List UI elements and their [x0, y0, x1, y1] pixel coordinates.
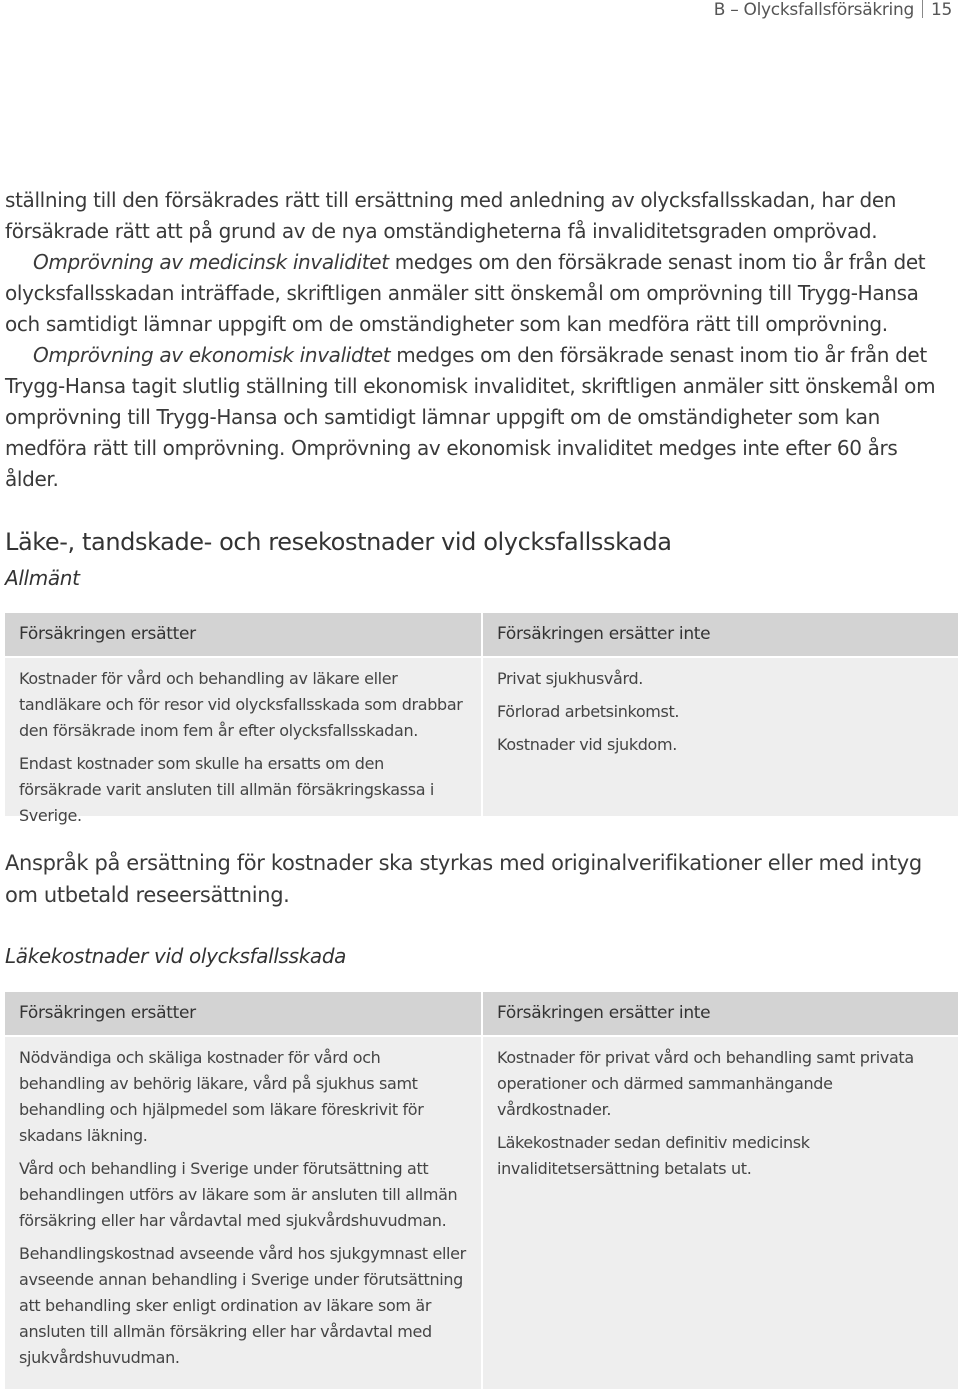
section-letter: B	[713, 0, 726, 20]
subsection-heading: Läkekostnader vid olycksfallsskada	[5, 944, 347, 968]
not-covered-item: Förlorad arbetsinkomst.	[497, 702, 680, 721]
page-number: 15	[930, 0, 952, 20]
not-covered-item: Privat sjukhusvård.	[497, 669, 643, 688]
not-covered-cell	[483, 1037, 958, 1389]
not-covered-item: Läkekostnader sedan definitiv medicinsk invaliditetsersättning betalats ut.	[497, 1133, 810, 1178]
header-divider	[922, 0, 923, 18]
section-subheading: Allmänt	[5, 566, 80, 590]
medical-reassessment-text: medges om den försäkrade senast inom tio år från det olycksfallsskadan inträffade, skriftligen anmäler sitt önskemål om omprövning till Trygg-Hansa och samtidigt lämnar uppgift om de omständigheter som kan medföra rätt till omprövning.	[5, 250, 926, 336]
column-header-covered: Försäkringen ersätter	[5, 992, 481, 1035]
claims-paragraph: Anspråk på ersättning för kostnader ska styrkas med originalverifikationer eller med intyg om utbetald reseersättning.	[5, 851, 922, 907]
not-covered-cell	[483, 658, 958, 816]
economic-reassessment-term: Omprövning av ekonomisk invalidtet	[33, 343, 391, 367]
table-body-row	[5, 658, 958, 825]
table-header-row	[5, 613, 958, 656]
medical-reassessment-term: Omprövning av medicinsk invaliditet	[33, 250, 389, 274]
header-dash: –	[730, 0, 739, 20]
covered-cell	[5, 658, 481, 825]
table-header-row	[5, 992, 958, 1035]
intro-paragraph-1: ställning till den försäkrades rätt till ersättning med anledning av olycksfallsskadan, har den försäkrade rätt att på grund av de nya omständigheterna få invaliditetsgraden omprövad.	[5, 188, 897, 243]
covered-item: Behandlingskostnad avseende vård hos sjukgymnast eller avseende annan behandling i Sverige under förutsättning att behandling sker enligt ordination av läkare som är ansluten till allmän försäkring eller har vårdavtal med sjukvårdshuvudman.	[19, 1244, 466, 1367]
covered-cell	[5, 1037, 481, 1389]
economic-reassessment-text: medges om den försäkrade senast inom tio år från det Trygg-Hansa tagit slutlig ställning till ekonomisk invaliditet, skriftligen anmäler sitt önskemål om omprövning till Trygg-Hansa och samtidigt lämnar uppgift om de omständigheter som kan medföra rätt till omprövning. Omprövning av ekonomisk invaliditet medges inte efter 60 års ålder.	[5, 343, 936, 491]
coverage-table-medical	[5, 992, 958, 1389]
coverage-table-general	[5, 613, 958, 825]
not-covered-item: Kostnader vid sjukdom.	[497, 735, 677, 754]
covered-item: Nödvändiga och skäliga kostnader för vård och behandling av behörig läkare, vård på sjukhus samt behandling och hjälpmedel som läkare föreskrivit för skadans läkning.	[19, 1048, 424, 1145]
column-header-not-covered: Försäkringen ersätter inte	[483, 992, 958, 1035]
page-header	[714, 0, 952, 20]
header-title: Olycksfallsförsäkring	[743, 0, 914, 20]
covered-item: Endast kostnader som skulle ha ersatts om den försäkrade varit ansluten till allmän försäkringskassa i Sverige.	[19, 754, 435, 825]
intro-text	[5, 185, 955, 495]
not-covered-item: Kostnader för privat vård och behandling samt privata operationer och därmed sammanhängande vårdkostnader.	[497, 1048, 914, 1119]
table-body-row	[5, 1037, 958, 1389]
covered-item: Vård och behandling i Sverige under förutsättning att behandlingen utförs av läkare som är ansluten till allmän försäkring eller har vårdavtal med sjukvårdshuvudman.	[19, 1159, 458, 1230]
intro-paragraph-3	[5, 340, 955, 495]
section-heading: Läke-, tandskade- och resekostnader vid olycksfallsskada	[5, 528, 672, 556]
column-header-not-covered: Försäkringen ersätter inte	[483, 613, 958, 656]
intro-paragraph-2	[5, 247, 955, 340]
column-header-covered: Försäkringen ersätter	[5, 613, 481, 656]
covered-item: Kostnader för vård och behandling av läkare eller tandläkare och för resor vid olycksfallsskada som drabbar den försäkrade inom fem år efter olycksfallsskadan.	[19, 669, 463, 740]
